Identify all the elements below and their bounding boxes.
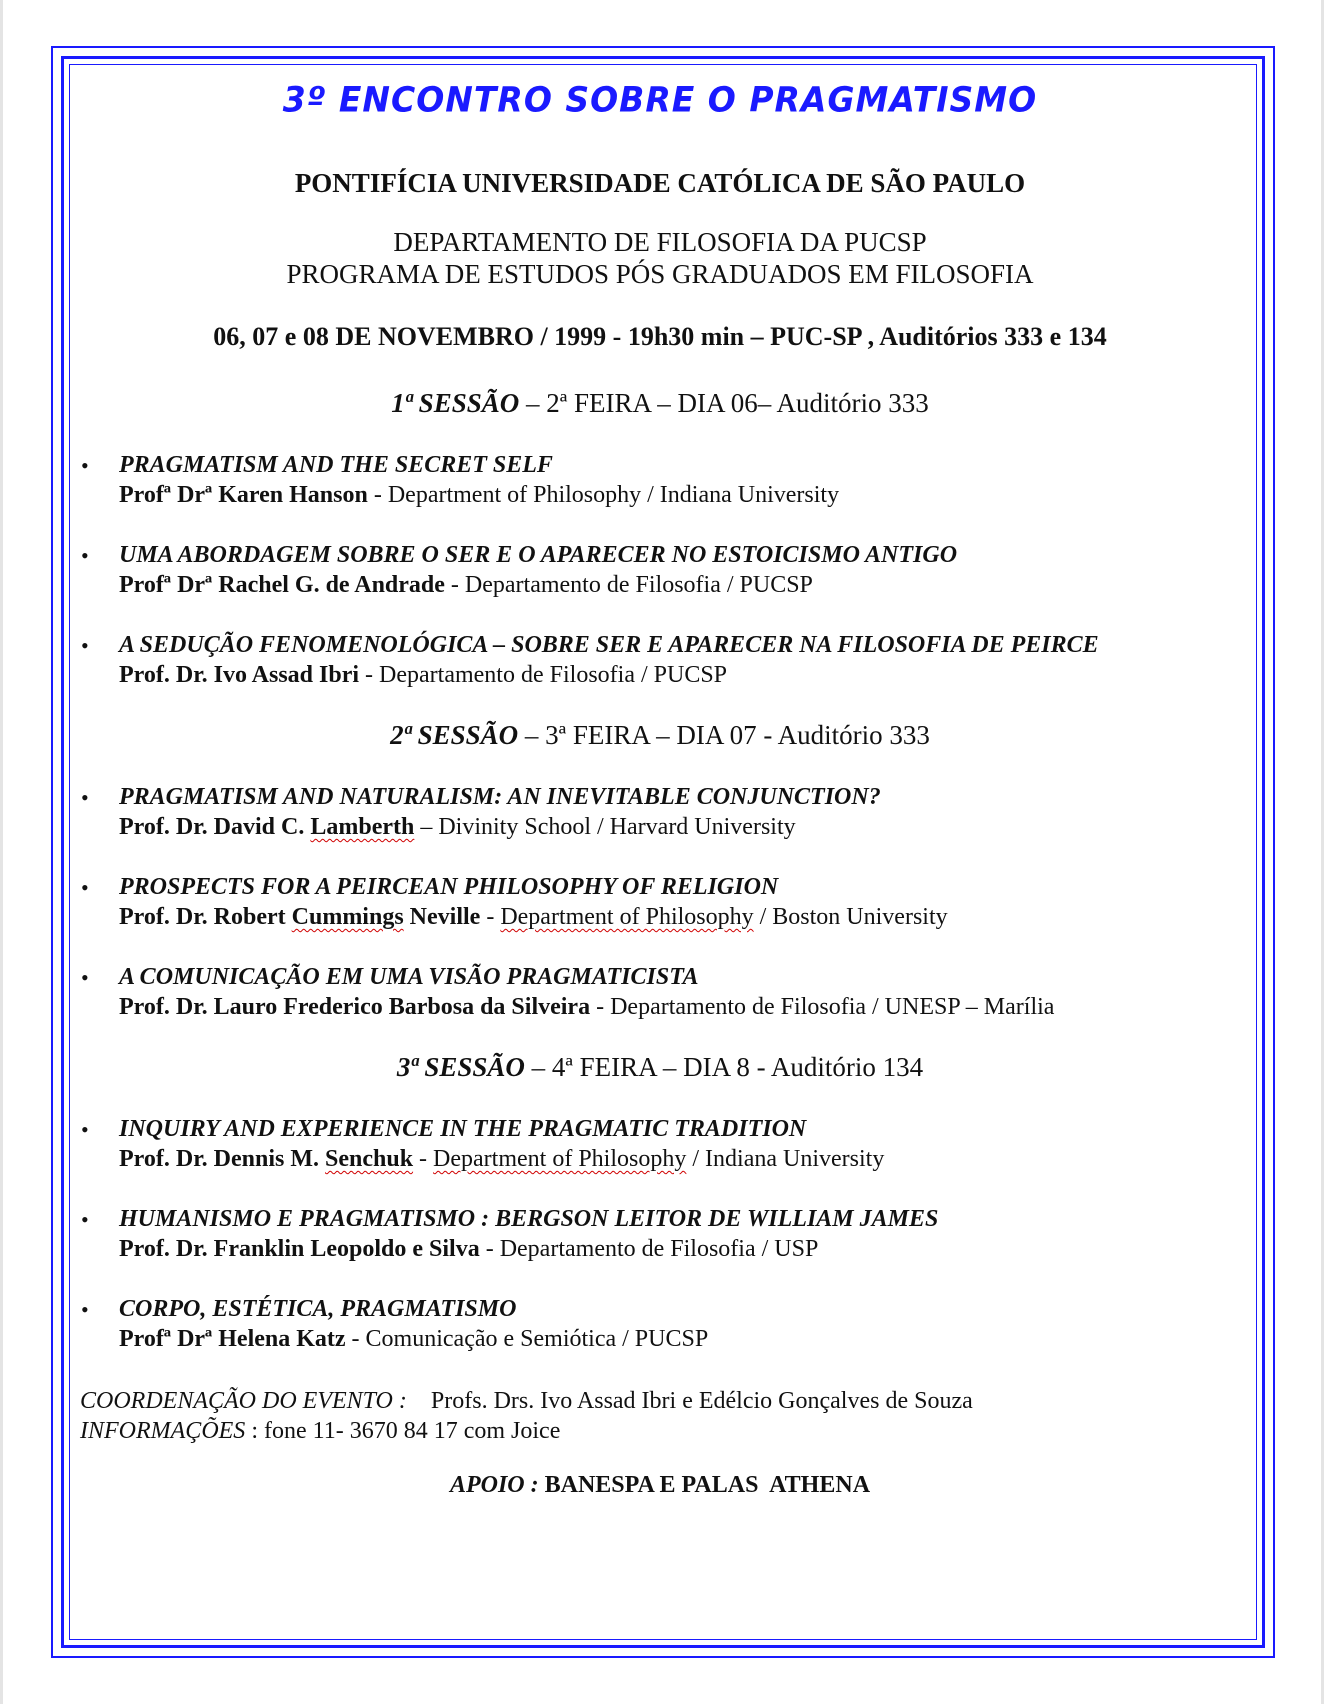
- speaker-name-part: Neville: [403, 904, 481, 930]
- list-item: [80, 1114, 1240, 1174]
- event-footer: [80, 1386, 1240, 1446]
- info-value: : fone 11- 3670 84 17 com Joice: [245, 1418, 561, 1444]
- talk-title: HUMANISMO E PRAGMATISMO : BERGSON LEITOR DE WILLIAM JAMES: [119, 1206, 939, 1232]
- support-line: [80, 1470, 1240, 1500]
- session-detail: – 2ª FEIRA – DIA 06– Auditório 333: [519, 388, 929, 418]
- list-item: [80, 782, 1240, 842]
- talk-title: PRAGMATISM AND NATURALISM: AN INEVITABLE CONJUNCTION?: [119, 784, 881, 810]
- coordination-value: Profs. Drs. Ivo Assad Ibri e Edélcio Gonçalves de Souza: [406, 1388, 973, 1414]
- spellcheck-word: Cummings: [291, 904, 404, 930]
- speaker-name: Prof. Dr. Lauro Frederico Barbosa da Silveira: [119, 994, 591, 1020]
- session-label: 2ª SESSÃO: [390, 720, 519, 750]
- page-edge-left: [0, 0, 3, 1704]
- affiliation-part: -: [480, 904, 501, 930]
- university-name: PONTIFÍCIA UNIVERSIDADE CATÓLICA DE SÃO PAULO: [294, 168, 1026, 198]
- talk-title: PRAGMATISM AND THE SECRET SELF: [119, 452, 553, 478]
- speaker-name: Prof. Dr. Franklin Leopoldo e Silva: [119, 1236, 480, 1262]
- speaker-name: [119, 1146, 413, 1172]
- event-dates: 06, 07 e 08 DE NOVEMBRO / 1999 - 19h30 min – PUC-SP , Auditórios 333 e 134: [213, 322, 1107, 351]
- speaker-affiliation: – Divinity School / Harvard University: [414, 814, 796, 840]
- list-item: [80, 872, 1240, 932]
- affiliation-part: / Boston University: [753, 904, 948, 930]
- session-detail: – 3ª FEIRA – DIA 07 - Auditório 333: [518, 720, 930, 750]
- bullet-icon: •: [81, 1297, 89, 1322]
- bullet-icon: •: [81, 1207, 89, 1232]
- spellcheck-word: Senchuk: [325, 1146, 414, 1172]
- spellcheck-word: Lamberth: [310, 814, 415, 840]
- talk-title: A COMUNICAÇÃO EM UMA VISÃO PRAGMATICISTA: [119, 964, 699, 990]
- session-1-talks: [80, 450, 1240, 690]
- talk-title: INQUIRY AND EXPERIENCE IN THE PRAGMATIC TRADITION: [119, 1116, 807, 1142]
- info-label: INFORMAÇÕES: [80, 1418, 246, 1444]
- support-label: APOIO :: [449, 1472, 539, 1498]
- speaker-name: Profª Drª Karen Hanson: [119, 482, 368, 508]
- bullet-icon: •: [81, 633, 89, 658]
- list-item: [80, 630, 1240, 690]
- list-item: [80, 1294, 1240, 1354]
- bullet-icon: •: [81, 453, 89, 478]
- info-line: [80, 1416, 1240, 1446]
- speaker-name: [119, 814, 414, 840]
- spellcheck-phrase: Department of Philosophy: [500, 904, 754, 930]
- event-title: 3º ENCONTRO SOBRE O PRAGMATISMO: [282, 79, 1038, 120]
- session-label: 3ª SESSÃO: [396, 1052, 525, 1082]
- speaker-name: [119, 904, 480, 930]
- session-2-talks: [80, 782, 1240, 1022]
- bullet-icon: •: [81, 875, 89, 900]
- spellcheck-phrase: Department of Philosophy: [433, 1146, 687, 1172]
- speaker-affiliation: - Departamento de Filosofia / PUCSP: [359, 662, 728, 688]
- speaker-affiliation: - Comunicação e Semiótica / PUCSP: [345, 1326, 709, 1352]
- affiliation-part: / Indiana University: [686, 1146, 885, 1172]
- bullet-icon: •: [81, 1117, 89, 1142]
- speaker-name-part: Prof. Dr. David C.: [119, 814, 311, 840]
- speaker-affiliation: - Department of Philosophy / Indiana University: [367, 482, 840, 508]
- list-item: [80, 450, 1240, 510]
- speaker-affiliation: [413, 1146, 884, 1172]
- program-name: PROGRAMA DE ESTUDOS PÓS GRADUADOS EM FILOSOFIA: [286, 259, 1034, 289]
- speaker-affiliation: [480, 904, 947, 930]
- list-item: [80, 1204, 1240, 1264]
- speaker-name: Profª Drª Rachel G. de Andrade: [119, 572, 445, 598]
- session-heading-3: [80, 1050, 1240, 1084]
- speaker-name: Prof. Dr. Ivo Assad Ibri: [119, 662, 360, 688]
- bullet-icon: •: [81, 543, 89, 568]
- coordination-line: [80, 1386, 1240, 1416]
- list-item: [80, 962, 1240, 1022]
- list-item: [80, 540, 1240, 600]
- talk-title: PROSPECTS FOR A PEIRCEAN PHILOSOPHY OF RELIGION: [119, 874, 779, 900]
- speaker-name-part: Prof. Dr. Robert: [119, 904, 292, 930]
- department-block: [80, 226, 1240, 290]
- session-label: 1ª SESSÃO: [391, 388, 520, 418]
- talk-title: A SEDUÇÃO FENOMENOLÓGICA – SOBRE SER E APARECER NA FILOSOFIA DE PEIRCE: [119, 632, 1099, 658]
- session-3-talks: [80, 1114, 1240, 1354]
- department-name: DEPARTAMENTO DE FILOSOFIA DA PUCSP: [393, 227, 927, 257]
- bullet-icon: •: [81, 965, 89, 990]
- speaker-affiliation: - Departamento de Filosofia / USP: [479, 1236, 819, 1262]
- speaker-name: Profª Drª Helena Katz: [119, 1326, 346, 1352]
- speaker-affiliation: - Departamento de Filosofia / UNESP – Marília: [590, 994, 1055, 1020]
- support-value: BANESPA E PALAS ATHENA: [538, 1472, 871, 1498]
- affiliation-part: -: [413, 1146, 434, 1172]
- talk-title: UMA ABORDAGEM SOBRE O SER E O APARECER NO ESTOICISMO ANTIGO: [119, 542, 958, 568]
- speaker-affiliation: - Departamento de Filosofia / PUCSP: [444, 572, 813, 598]
- session-detail: – 4ª FEIRA – DIA 8 - Auditório 134: [524, 1052, 924, 1082]
- talk-title: CORPO, ESTÉTICA, PRAGMATISMO: [119, 1296, 517, 1322]
- speaker-name-part: Prof. Dr. Dennis M.: [119, 1146, 325, 1172]
- session-heading-1: [80, 386, 1240, 420]
- document-body: [80, 70, 1240, 1500]
- coordination-label: COORDENAÇÃO DO EVENTO :: [80, 1388, 407, 1414]
- session-heading-2: [80, 718, 1240, 752]
- bullet-icon: •: [81, 785, 89, 810]
